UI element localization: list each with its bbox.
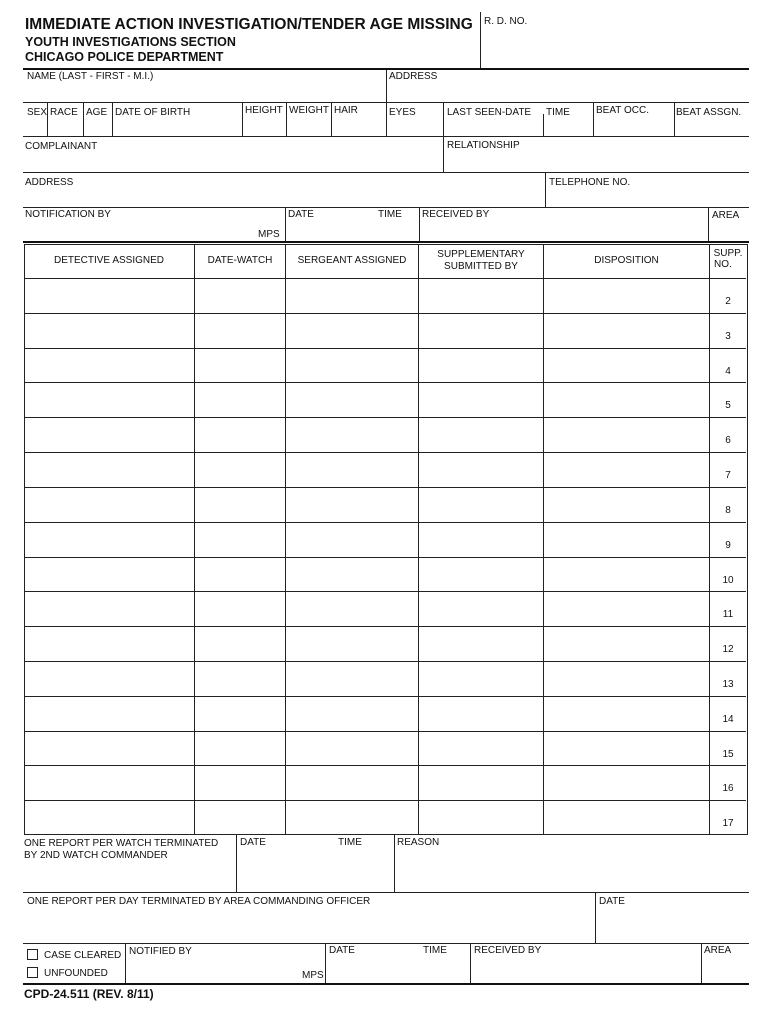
table-row [24,452,746,487]
cell-sergeant[interactable] [286,278,418,313]
table-row [24,765,746,800]
sex-label: SEX [27,107,48,118]
footer-time-label: TIME [338,837,362,848]
time-label-2: TIME [378,209,402,220]
cell-detective[interactable] [25,417,194,452]
cell-disposition[interactable] [544,626,709,661]
cell-date-watch[interactable] [195,382,285,417]
telephone-field[interactable] [546,189,748,207]
name-label: NAME (LAST - FIRST - M.I.) [27,71,154,82]
eyes-label: EYES [389,107,416,118]
cell-supplementary[interactable] [419,591,543,626]
last-seen-label: LAST SEEN-DATE [447,107,532,118]
table-row [24,626,746,661]
cell-disposition[interactable] [544,765,709,800]
cell-sergeant[interactable] [286,348,418,383]
cell-detective[interactable] [25,731,194,766]
cell-date-watch[interactable] [195,591,285,626]
cell-disposition[interactable] [544,557,709,592]
dob-label: DATE OF BIRTH [115,107,191,118]
cell-detective[interactable] [25,661,194,696]
supp-number: 3 [725,331,731,342]
table-row [24,382,746,417]
table-row [24,800,746,835]
cell-sergeant[interactable] [286,800,418,835]
date-label: DATE [288,209,314,220]
cell-supplementary[interactable] [419,522,543,557]
table-row [24,522,746,557]
supp-number: 16 [722,783,734,794]
supp-number: 15 [722,749,734,760]
cell-date-watch[interactable] [195,696,285,731]
cell-date-watch[interactable] [195,278,285,313]
table-row [24,313,746,348]
notification-date-field[interactable] [286,220,418,240]
name-field[interactable] [24,82,385,102]
table-row [24,417,746,452]
cell-date-watch[interactable] [195,522,285,557]
cell-detective[interactable] [25,626,194,661]
cell-detective[interactable] [25,800,194,835]
cell-detective[interactable] [25,765,194,800]
cell-supplementary[interactable] [419,278,543,313]
footer-area-label: AREA [704,945,732,956]
notified-by-field[interactable] [126,957,296,982]
reason-field[interactable] [395,849,748,892]
cell-date-watch[interactable] [195,313,285,348]
address-label: ADDRESS [389,71,438,82]
supp-number: 13 [722,679,734,690]
relationship-field[interactable] [444,152,748,172]
relationship-label: RELATIONSHIP [447,140,520,151]
table-row [24,487,746,522]
footer-time3-label: TIME [423,945,447,956]
cell-detective[interactable] [25,348,194,383]
th-date-watch: DATE-WATCH [207,255,273,266]
beat-occ-label: BEAT OCC. [596,105,649,116]
supp-number: 11 [722,609,734,620]
telephone-label: TELEPHONE NO. [549,177,631,188]
cell-supplementary[interactable] [419,348,543,383]
complainant-address-field[interactable] [24,189,543,207]
section-name: YOUTH INVESTIGATIONS SECTION [25,35,236,49]
rd-no-field[interactable] [481,28,748,68]
mps-label: MPS [258,229,280,240]
cell-sergeant[interactable] [286,417,418,452]
cell-supplementary[interactable] [419,661,543,696]
footer-area-field[interactable] [702,957,748,982]
supp-number: 12 [722,644,734,655]
supp-number: 14 [722,714,734,725]
cell-disposition[interactable] [544,522,709,557]
footer-date-label: DATE [240,837,266,848]
cell-detective[interactable] [25,452,194,487]
footer-received-by-field[interactable] [471,957,699,982]
notified-by-label: NOTIFIED BY [129,946,192,957]
form-title: IMMEDIATE ACTION INVESTIGATION/TENDER AGE MISSING [25,16,473,33]
cell-sergeant[interactable] [286,487,418,522]
cell-supplementary[interactable] [419,417,543,452]
cell-disposition[interactable] [544,313,709,348]
table-row [24,591,746,626]
supp-number: 8 [725,505,731,516]
cell-disposition[interactable] [544,382,709,417]
footer-date2-label: DATE [599,896,625,907]
cell-disposition[interactable] [544,800,709,835]
unfounded-checkbox[interactable] [27,967,38,978]
cell-disposition[interactable] [544,348,709,383]
table-row [24,731,746,766]
notification-by-label: NOTIFICATION BY [25,209,111,220]
rd-no-label: R. D. NO. [484,16,528,27]
cell-supplementary[interactable] [419,800,543,835]
cell-date-watch[interactable] [195,348,285,383]
table-row [24,557,746,592]
cell-date-watch[interactable] [195,417,285,452]
race-label: RACE [50,107,78,118]
supp-number: 17 [722,818,734,829]
cell-disposition[interactable] [544,661,709,696]
cell-date-watch[interactable] [195,452,285,487]
th-supp-1: SUPPLEMENTARY [437,249,525,260]
cell-supplementary[interactable] [419,452,543,487]
day-terminated-label: ONE REPORT PER DAY TERMINATED BY AREA COMMANDING OFFICER [27,896,371,907]
age-label: AGE [86,107,108,118]
height-label: HEIGHT [245,105,283,116]
supp-number: 4 [725,366,731,377]
th-detective: DETECTIVE ASSIGNED [53,255,165,266]
cell-supplementary[interactable] [419,487,543,522]
cell-detective[interactable] [25,382,194,417]
cell-supplementary[interactable] [419,696,543,731]
cell-date-watch[interactable] [195,765,285,800]
address-field[interactable] [387,82,748,102]
supp-number: 10 [722,575,734,586]
form-number: CPD-24.511 (REV. 8/11) [24,987,154,1001]
time-label: TIME [546,107,570,118]
th-supp-2: SUBMITTED BY [444,261,518,272]
cell-detective[interactable] [25,313,194,348]
cell-sergeant[interactable] [286,661,418,696]
cell-sergeant[interactable] [286,696,418,731]
th-supp-no-2: NO. [714,259,732,270]
weight-label: WEIGHT [289,105,329,116]
cell-supplementary[interactable] [419,557,543,592]
watch-terminated-2: BY 2ND WATCH COMMANDER [24,850,168,861]
rule [23,892,749,893]
cell-sergeant[interactable] [286,382,418,417]
cell-sergeant[interactable] [286,626,418,661]
commanding-officer-date-field[interactable] [596,908,748,942]
cell-date-watch[interactable] [195,661,285,696]
supp-number: 7 [725,470,731,481]
case-cleared-label: CASE CLEARED [44,950,122,961]
rule [23,136,749,137]
description-fields[interactable] [24,118,748,136]
area-field[interactable] [709,222,748,240]
cell-date-watch[interactable] [195,557,285,592]
supp-number: 2 [725,296,731,307]
cell-disposition[interactable] [544,731,709,766]
hair-label: HAIR [334,105,358,116]
cell-sergeant[interactable] [286,765,418,800]
complainant-field[interactable] [24,152,442,172]
cell-detective[interactable] [25,278,194,313]
rule [23,172,749,173]
cell-supplementary[interactable] [419,382,543,417]
cell-supplementary[interactable] [419,765,543,800]
complainant-address-label: ADDRESS [25,177,74,188]
complainant-label: COMPLAINANT [25,141,98,152]
rule [23,983,749,985]
cell-supplementary[interactable] [419,731,543,766]
cell-sergeant[interactable] [286,313,418,348]
supp-number: 9 [725,540,731,551]
cell-detective[interactable] [25,591,194,626]
cell-sergeant[interactable] [286,557,418,592]
cell-sergeant[interactable] [286,731,418,766]
th-sergeant: SERGEANT ASSIGNED [297,255,407,266]
footer-received-by-label: RECEIVED BY [474,945,542,956]
cell-disposition[interactable] [544,696,709,731]
case-cleared-checkbox[interactable] [27,949,38,960]
cell-disposition[interactable] [544,278,709,313]
notification-by-field[interactable] [24,220,254,240]
reason-label: REASON [397,837,440,848]
cell-sergeant[interactable] [286,591,418,626]
table-row [24,661,746,696]
cell-date-watch[interactable] [195,626,285,661]
cell-detective[interactable] [25,557,194,592]
cell-supplementary[interactable] [419,313,543,348]
cell-sergeant[interactable] [286,452,418,487]
th-supp-no-1: SUPP. [713,248,743,259]
supp-number: 6 [725,435,731,446]
watch-date-time-field[interactable] [237,849,393,892]
table-row [24,278,746,313]
beat-assgn-label: BEAT ASSGN. [676,107,742,118]
cell-disposition[interactable] [544,417,709,452]
cell-sergeant[interactable] [286,522,418,557]
cell-detective[interactable] [25,696,194,731]
table-row [24,696,746,731]
cell-supplementary[interactable] [419,626,543,661]
cell-disposition[interactable] [544,487,709,522]
footer-date3-label: DATE [329,945,355,956]
cell-detective[interactable] [25,487,194,522]
notified-date-field[interactable] [326,957,468,982]
unfounded-label: UNFOUNDED [44,968,108,979]
watch-terminated-1: ONE REPORT PER WATCH TERMINATED [24,838,219,849]
rule [23,943,749,944]
cell-date-watch[interactable] [195,731,285,766]
cell-disposition[interactable] [544,452,709,487]
supp-number: 5 [725,400,731,411]
received-by-field[interactable] [420,220,706,240]
assignment-table [24,244,748,835]
table-row [24,348,746,383]
rule [23,207,749,208]
th-disposition: DISPOSITION [594,255,659,266]
footer-mps-label: MPS [302,970,324,981]
received-by-label: RECEIVED BY [422,209,490,220]
commanding-officer-field[interactable] [24,908,593,942]
cell-date-watch[interactable] [195,800,285,835]
area-label: AREA [712,210,740,221]
cell-detective[interactable] [25,522,194,557]
cell-date-watch[interactable] [195,487,285,522]
department-name: CHICAGO POLICE DEPARTMENT [25,50,224,64]
rule [23,241,749,243]
cell-disposition[interactable] [544,591,709,626]
